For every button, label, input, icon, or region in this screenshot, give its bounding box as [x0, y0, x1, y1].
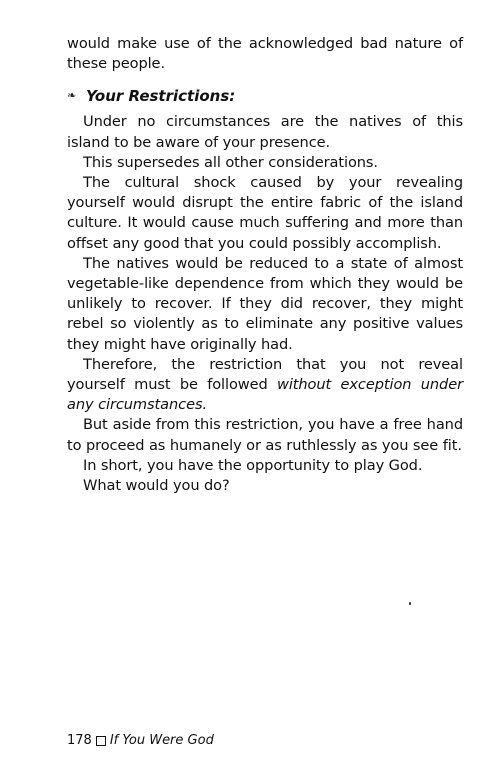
page-number: 178 [67, 733, 92, 748]
section-heading [67, 86, 463, 106]
print-speck [409, 602, 411, 605]
page-body [67, 34, 463, 496]
page-footer [67, 733, 214, 749]
paragraph: Under no circumstances are the natives of this island to be aware of your presence. [67, 113, 463, 151]
paragraph: In short, you have the opportunity to play God. [83, 456, 423, 474]
square-separator-icon [96, 736, 106, 746]
paragraph: But aside from this restriction, you have a free hand to proceed as humanely or as ruthlessly as you see fit. [67, 416, 463, 454]
continued-paragraph: would make use of the acknowledged bad nature of these people. [67, 35, 463, 73]
paragraph: The cultural shock caused by your revealing yourself would disrupt the entire fabric of the island culture. It would cause much suffering and more than offset any good that you could possibly accomplish. [67, 174, 463, 252]
paragraph: This supersedes all other considerations. [83, 153, 378, 171]
paragraph-therefore [67, 355, 463, 416]
running-title: If You Were God [109, 733, 214, 748]
paragraph: The natives would be reduced to a state of almost vegetable-like dependence from which they would be unlikely to recover. If they did recover, they might rebel so violently as to eliminate any positive values they might have originally had. [67, 254, 463, 353]
paragraph: What would you do? [83, 477, 230, 495]
therefore-emphasis: without exception under any circumstances. [67, 376, 463, 414]
fleuron-icon: ❧ [67, 89, 77, 103]
therefore-text: Therefore, the restriction that you not reveal yourself must be followed [67, 355, 463, 394]
section-heading-title: Your Restrictions: [86, 87, 236, 106]
